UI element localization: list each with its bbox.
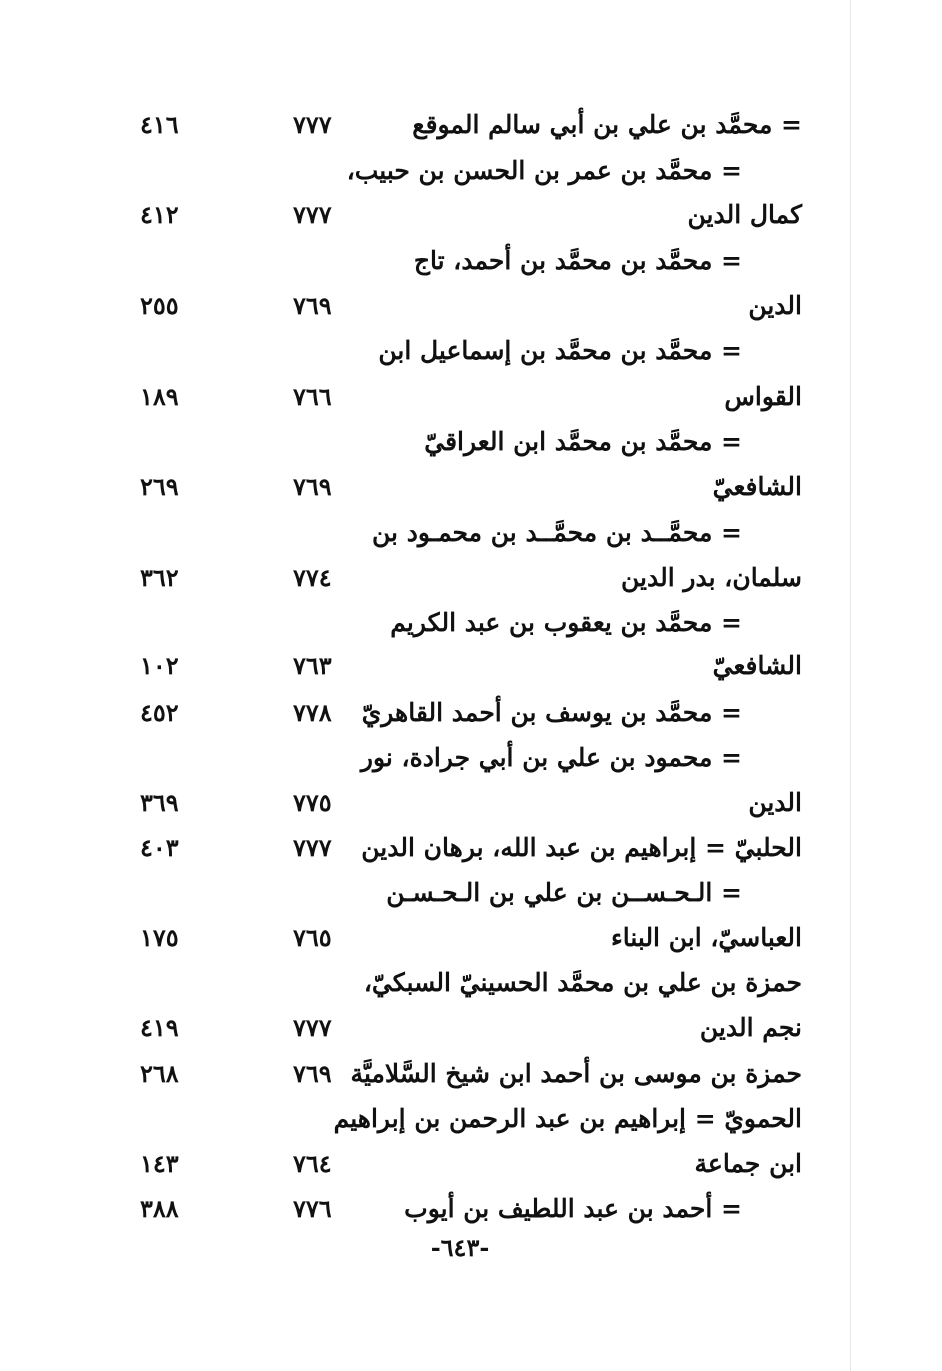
index-entry xyxy=(0,735,942,781)
index-entry xyxy=(0,555,942,601)
page-number: -٦٤٣- xyxy=(430,1233,490,1262)
entry-name: العباسيّ، ابن البناء xyxy=(610,923,802,952)
entry-name: ابن جماعة xyxy=(694,1149,802,1178)
entry-year: ٧٦٤ xyxy=(293,1149,332,1178)
index-entry xyxy=(0,870,942,916)
entry-name: = محمَّد بن يعقوب بن عبد الكريم xyxy=(390,608,742,637)
entry-name: = محمَّــد بن محمَّــد بن محمـود بن xyxy=(372,518,742,547)
entry-name: = الـحـســن بن علي بن الـحـسـن xyxy=(386,878,742,907)
entry-name: الحمويّ = إبراهيم بن عبد الرحمن بن إبراهيم xyxy=(333,1104,802,1133)
entry-year: ٧٧٨ xyxy=(293,698,332,727)
entry-name: = محمَّد بن محمَّد بن أحمد، تاج xyxy=(413,246,742,275)
entry-page: ٤١٩ xyxy=(140,1013,179,1042)
index-entry xyxy=(0,1051,942,1097)
entry-year: ٧٧٤ xyxy=(293,563,332,592)
index-entry xyxy=(0,780,942,826)
index-entry xyxy=(0,510,942,556)
entry-year: ٧٧٦ xyxy=(293,1194,332,1223)
entry-name: = محمَّد بن محمَّد ابن العراقيّ xyxy=(424,427,742,456)
entry-year: ٧٧٥ xyxy=(293,788,332,817)
entry-page: ٣٦٩ xyxy=(140,788,179,817)
entry-page: ٣٦٢ xyxy=(140,563,179,592)
index-entry xyxy=(0,690,942,736)
index-entry xyxy=(0,464,942,510)
index-entry xyxy=(0,825,942,871)
entry-name: = محمَّد بن عمر بن الحسن بن حبيب، xyxy=(346,156,742,185)
entry-name: حمزة بن علي بن محمَّد الحسينيّ السبكيّ، xyxy=(363,968,802,997)
index-entry xyxy=(0,328,942,374)
entry-page: ٢٦٩ xyxy=(140,472,179,501)
index-entry xyxy=(0,643,942,689)
index-entry xyxy=(0,1005,942,1051)
index-entry xyxy=(0,102,942,148)
entry-name: الشافعيّ xyxy=(712,472,802,501)
entry-name: = محمود بن علي بن أبي جرادة، نور xyxy=(360,743,742,772)
entry-name: = محمَّد بن يوسف بن أحمد القاهريّ xyxy=(361,698,742,727)
entry-page: ١٧٥ xyxy=(140,923,179,952)
index-entry xyxy=(0,238,942,284)
index-entry xyxy=(0,419,942,465)
entry-name: الدين xyxy=(748,788,802,817)
entry-name: نجم الدين xyxy=(699,1013,802,1042)
entry-page: ٤١٢ xyxy=(140,200,179,229)
index-entry xyxy=(0,148,942,194)
entry-name: = محمَّد بن علي بن أبي سالم الموقع xyxy=(412,110,802,139)
entry-year: ٧٦٩ xyxy=(293,1059,332,1088)
entry-year: ٧٧٧ xyxy=(293,1013,332,1042)
entry-name: = محمَّد بن محمَّد بن إسماعيل ابن xyxy=(378,336,742,365)
index-entry xyxy=(0,1096,942,1142)
entry-page: ٤٥٢ xyxy=(140,698,179,727)
index-entry xyxy=(0,192,942,238)
entry-page: ١٤٣ xyxy=(140,1149,179,1178)
entry-year: ٧٦٩ xyxy=(293,291,332,320)
entry-name: = أحمد بن عبد اللطيف بن أيوب xyxy=(404,1194,742,1223)
entry-page: ٢٥٥ xyxy=(140,291,179,320)
entry-year: ٧٦٣ xyxy=(293,651,332,680)
index-entry xyxy=(0,1141,942,1187)
index-entry xyxy=(0,1186,942,1232)
entry-name: القواس xyxy=(724,382,802,411)
entry-name: الدين xyxy=(748,291,802,320)
entry-year: ٧٧٧ xyxy=(293,110,332,139)
index-entry xyxy=(0,600,942,646)
entry-year: ٧٦٩ xyxy=(293,472,332,501)
entry-page: ٤١٦ xyxy=(140,110,179,139)
entry-name: الحلبيّ = إبراهيم بن عبد الله، برهان الدين xyxy=(361,833,802,862)
index-entry xyxy=(0,915,942,961)
entry-page: ١٨٩ xyxy=(140,382,179,411)
entry-page: ٤٠٣ xyxy=(140,833,179,862)
entry-year: ٧٦٥ xyxy=(293,923,332,952)
entry-name: سلمان، بدر الدين xyxy=(621,563,802,592)
index-entry xyxy=(0,374,942,420)
entry-name: حمزة بن موسى بن أحمد ابن شيخ السَّلاميَّة xyxy=(350,1059,802,1088)
index-entry xyxy=(0,960,942,1006)
entry-year: ٧٧٧ xyxy=(293,833,332,862)
entry-name: كمال الدين xyxy=(687,200,802,229)
entry-page: ١٠٢ xyxy=(140,651,179,680)
index-entry xyxy=(0,283,942,329)
entry-page: ٢٦٨ xyxy=(140,1059,179,1088)
entry-year: ٧٧٧ xyxy=(293,200,332,229)
entry-name: الشافعيّ xyxy=(712,651,802,680)
entry-year: ٧٦٦ xyxy=(293,382,332,411)
entry-page: ٣٨٨ xyxy=(140,1194,179,1223)
